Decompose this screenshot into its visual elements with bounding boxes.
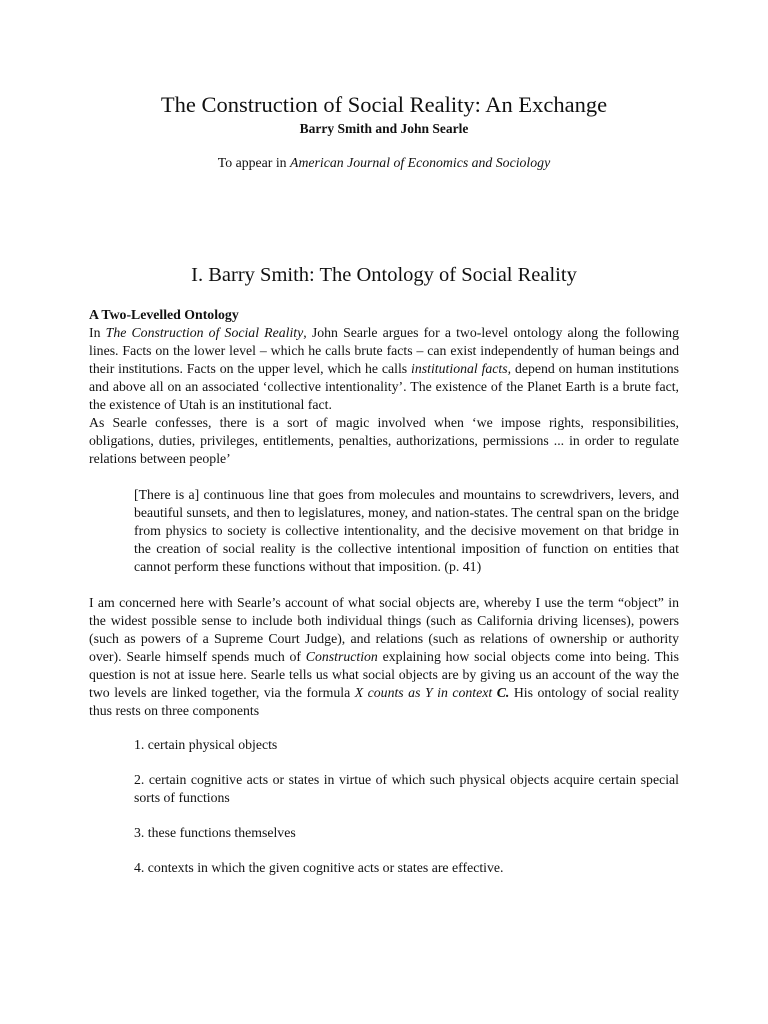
p3-formula: X counts as Y in context	[354, 685, 497, 700]
paragraph-1	[89, 324, 679, 414]
p3-text-a: I am concerned here with Searle’s account of what social objects are, whereby I use the term “object” in the widest possible sense to include both individual things (such as California driving licenses), powers (such as powers of a Supreme Court Judge), and relations (such as relations of ownership or authority over). Searle himself spends much of	[89, 595, 679, 664]
p1-institutional-facts: institutional facts,	[411, 361, 512, 376]
section-body	[89, 306, 679, 894]
journal-name: American Journal of Economics and Sociology	[290, 155, 551, 170]
p1-text-c: , John Searle argues for a two-level ontology along the following lines. Facts on the lower level – which he calls brute facts – can exist independently of human beings and their institutions. Facts on the upper level, which he calls	[89, 325, 679, 376]
p3-construction: Construction	[305, 649, 378, 664]
p3-formula-c: C.	[496, 685, 510, 700]
block-quote: [There is a] continuous line that goes from molecules and mountains to screwdrivers, levers, and beautiful sunsets, and then to legislatures, money, and nation-states. The central span on the bridge from physics to society is collective intentionality, and the decisive movement on that bridge in the creation of social reality is the collective intentional imposition of function on entities that cannot perform these functions without that imposition. (p. 41)	[134, 487, 679, 574]
paragraph-3	[89, 594, 679, 720]
p1-book-title: The Construction of Social Reality	[105, 325, 304, 340]
list-item: 4. contexts in which the given cognitive acts or states are effective.	[134, 860, 504, 875]
list-item: 2. certain cognitive acts or states in virtue of which such physical objects acquire certain special sorts of functions	[134, 772, 679, 805]
p3-text-f: His ontology of social reality thus rests on three components	[89, 685, 679, 718]
p1-text-a: In	[89, 325, 106, 340]
publication-note	[0, 154, 768, 172]
section-title: I. Barry Smith: The Ontology of Social Reality	[191, 264, 577, 286]
p1-text-e: depend on human institutions and above all on an associated ‘collective intentionality’. The existence of the Planet Earth is a brute fact, the existence of Utah is an institutional fact.	[89, 361, 680, 412]
paper-authors: Barry Smith and John Searle	[299, 121, 469, 136]
p3-text-c: explaining how social objects come into being. This question is not at issue here. Searle tells us what social objects are by giving us an account of the way the two levels are linked together, via the formula	[89, 649, 679, 700]
publication-note-prefix: To appear in	[217, 155, 291, 170]
paper-title: The Construction of Social Reality: An Exchange	[160, 92, 608, 117]
paragraph-2: As Searle confesses, there is a sort of magic involved when ‘we impose rights, responsibilities, obligations, duties, privileges, entitlements, penalties, authorizations, permissions ... in order to regulate relations between people’	[89, 415, 679, 466]
components-list	[134, 736, 679, 877]
subheading: A Two-Levelled Ontology	[89, 307, 239, 322]
list-item: 3. these functions themselves	[134, 825, 296, 840]
list-item: 1. certain physical objects	[134, 737, 278, 752]
